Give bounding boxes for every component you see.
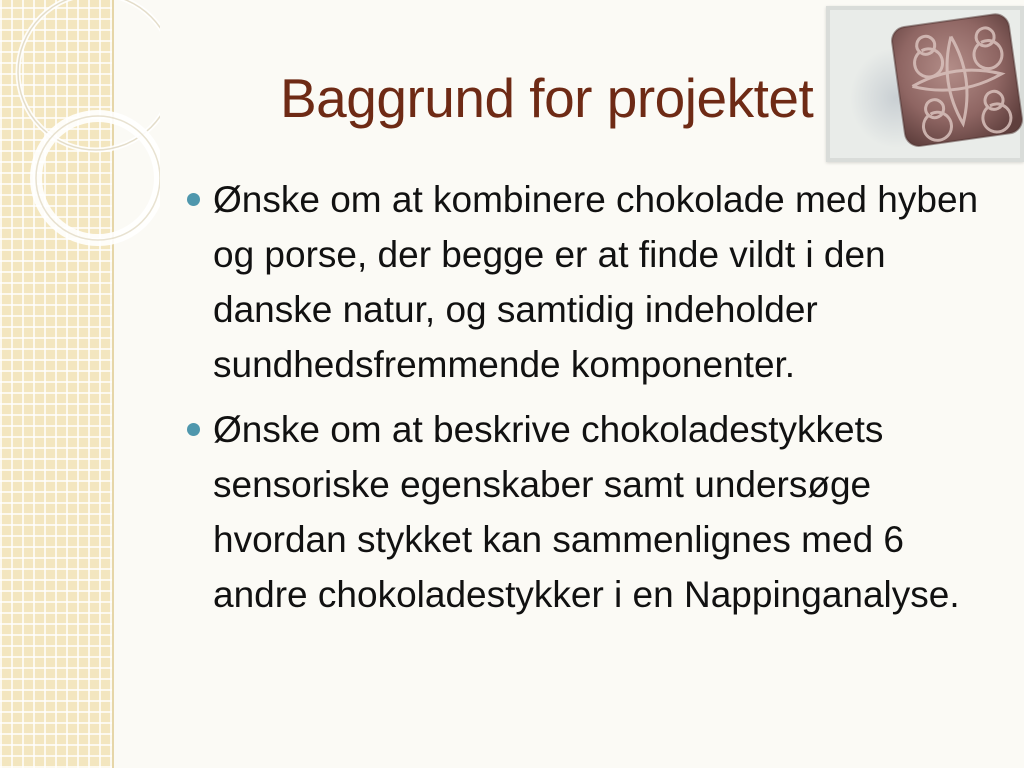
bullet-item [186, 402, 986, 622]
bullet-list [186, 172, 986, 632]
bullet-text: Ønske om at beskrive chokoladestykkets sensoriske egenskaber samt undersøge hvordan stykket kan sammenlignes med 6 andre chokoladestykker i en Nappinganalyse. [213, 409, 960, 615]
bullet-text: Ønske om at kombinere chokolade med hyben og porse, der begge er at finde vildt i den danske natur, og samtidig indeholder sundhedsfremmende komponenter. [213, 179, 979, 385]
bullet-dot-icon [187, 193, 200, 206]
bullet-dot-icon [187, 423, 200, 436]
chocolate-piece-photo [826, 6, 1024, 162]
ring-decoration [0, 0, 160, 260]
slide-title: Baggrund for projektet [280, 67, 814, 129]
bullet-item [186, 172, 986, 392]
